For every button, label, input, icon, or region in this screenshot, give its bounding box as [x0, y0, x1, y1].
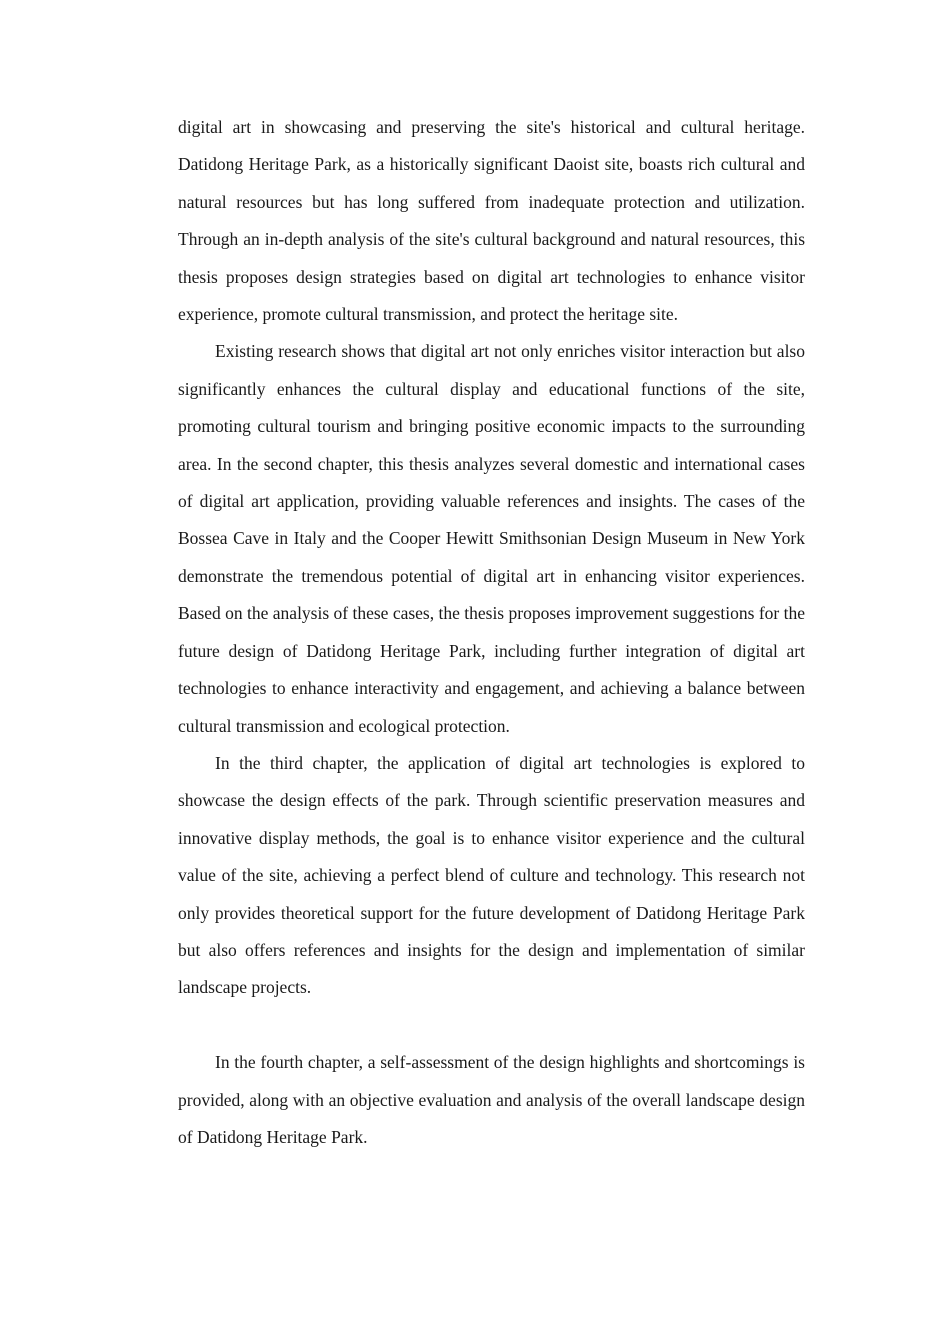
paragraph-3: In the third chapter, the application of digital art technologies is explored to showcase the design effects of the park. Through scientific preservation measures and innovative display methods, the goal is to enhance visitor experience and the cultural value of the site, achieving a perfect blend of culture and technology. This research not only provides theoretical support for the future development of Datidong Heritage Park but also offers references and insights for the design and implementation of similar landscape projects.: [178, 752, 805, 998]
paragraph-4: In the fourth chapter, a self-assessment of the design highlights and shortcomings is provided, along with an objective evaluation and analysis of the overall landscape design of Datidong Heritage Park.: [178, 1052, 805, 1147]
body-text: [178, 109, 805, 1156]
paragraph-1: digital art in showcasing and preserving the site's historical and cultural heritage. Datidong Heritage Park, as a historically significant Daoist site, boasts rich cultural and natural resources but has long suffered from inadequate protection and utilization. Through an in-depth analysis of the site's cultural background and natural resources, this thesis proposes design strategies based on digital art technologies to enhance visitor experience, promote cultural transmission, and protect the heritage site.: [178, 117, 805, 325]
paragraph-2: Existing research shows that digital art not only enriches visitor interaction but also significantly enhances the cultural display and educational functions of the site, promoting cultural tourism and bringing positive economic impacts to the surrounding area. In the second chapter, this thesis analyzes several domestic and international cases of digital art application, providing valuable references and insights. The cases of the Bossea Cave in Italy and the Cooper Hewitt Smithsonian Design Museum in New York demonstrate the tremendous potential of digital art in enhancing visitor experiences. Based on the analysis of these cases, the thesis proposes improvement suggestions for the future design of Datidong Heritage Park, including further integration of digital art technologies to enhance interactivity and engagement, and achieving a balance between cultural transmission and ecological protection.: [178, 341, 805, 736]
blank-line: [178, 1007, 805, 1044]
